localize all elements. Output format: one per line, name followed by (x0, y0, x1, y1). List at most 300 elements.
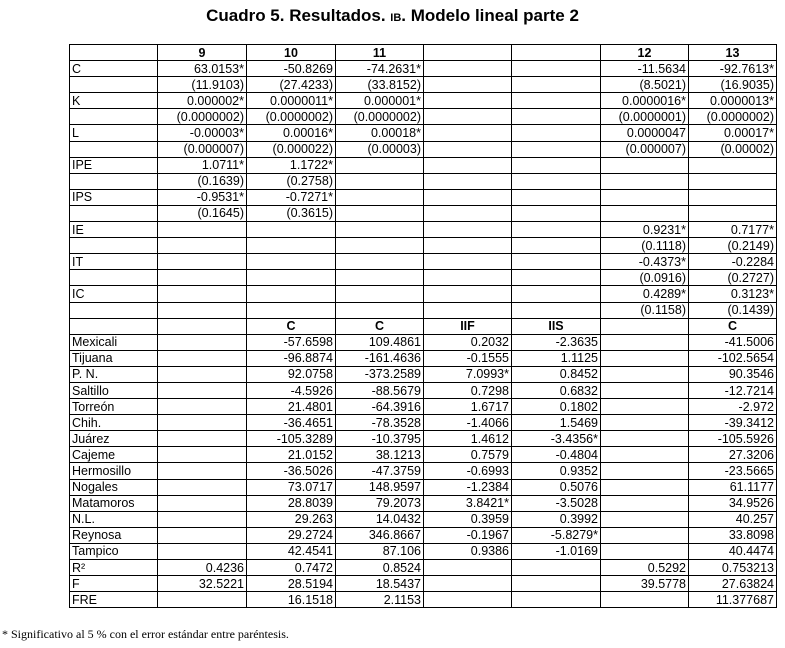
table-cell: (0.000007) (158, 141, 247, 157)
table-row (70, 399, 777, 415)
table-cell (601, 511, 689, 527)
table-cell (158, 495, 247, 511)
table-cell (424, 125, 512, 141)
table-cell: -4.5926 (247, 382, 336, 398)
table-cell: (0.00003) (336, 141, 424, 157)
table-cell (689, 173, 777, 189)
table-row (70, 93, 777, 109)
table-cell: -105.5926 (689, 431, 777, 447)
table-cell (247, 222, 336, 238)
table-cell: 1.4612 (424, 431, 512, 447)
table-cell (512, 592, 601, 608)
table-cell (424, 576, 512, 592)
table-cell (424, 157, 512, 173)
table-cell: -0.7271* (247, 189, 336, 205)
table-cell (424, 238, 512, 254)
column-header: C (689, 318, 777, 334)
table-cell (336, 205, 424, 221)
row-label (70, 238, 158, 254)
table-row (70, 415, 777, 431)
table-row (70, 109, 777, 125)
row-label: N.L. (70, 511, 158, 527)
footnote: * Significativo al 5 % con el error estándar entre paréntesis. (2, 627, 289, 641)
table-cell (158, 270, 247, 286)
table-cell (424, 302, 512, 318)
table-cell (601, 334, 689, 350)
table-cell: (0.0000002) (247, 109, 336, 125)
table-cell: 1.0711* (158, 157, 247, 173)
column-header: C (247, 318, 336, 334)
table-cell (601, 479, 689, 495)
row-label: Saltillo (70, 382, 158, 398)
row-label: Tampico (70, 543, 158, 559)
table-cell (247, 270, 336, 286)
table-cell (512, 302, 601, 318)
table-cell: -47.3759 (336, 463, 424, 479)
column-header: 10 (247, 45, 336, 61)
table-cell: -5.8279* (512, 527, 601, 543)
column-header: IIF (424, 318, 512, 334)
table-cell: -1.0169 (512, 543, 601, 559)
table-cell (158, 527, 247, 543)
table-cell (158, 222, 247, 238)
table-cell (424, 254, 512, 270)
table-cell (247, 286, 336, 302)
table-cell: 3.8421* (424, 495, 512, 511)
column-header: IIS (512, 318, 601, 334)
table-cell: 0.1802 (512, 399, 601, 415)
table-cell: -36.4651 (247, 415, 336, 431)
table-cell: 1.1125 (512, 350, 601, 366)
table-cell: (0.2149) (689, 238, 777, 254)
table-cell: -0.4804 (512, 447, 601, 463)
table-cell: (0.0916) (601, 270, 689, 286)
table-cell: 7.0993* (424, 366, 512, 382)
table-cell: -1.2384 (424, 479, 512, 495)
table-cell (336, 238, 424, 254)
table-row (70, 366, 777, 382)
table-cell (336, 157, 424, 173)
table-cell (158, 592, 247, 608)
table-cell: 87.106 (336, 543, 424, 559)
table-cell: 18.5437 (336, 576, 424, 592)
table-cell: (0.000022) (247, 141, 336, 157)
table-cell (512, 125, 601, 141)
table-cell: 0.000002* (158, 93, 247, 109)
table-cell (247, 302, 336, 318)
table-cell: -92.7613* (689, 61, 777, 77)
column-header (158, 318, 247, 334)
table-cell (158, 431, 247, 447)
table-cell: 33.8098 (689, 527, 777, 543)
table-cell (512, 286, 601, 302)
row-label (70, 77, 158, 93)
table-cell: 0.2032 (424, 334, 512, 350)
row-label: P. N. (70, 366, 158, 382)
table-cell: (0.000007) (601, 141, 689, 157)
table-cell: -0.1555 (424, 350, 512, 366)
table-cell: 0.3123* (689, 286, 777, 302)
table-row (70, 431, 777, 447)
row-label (70, 141, 158, 157)
table-cell: 61.1177 (689, 479, 777, 495)
table-cell: 32.5221 (158, 576, 247, 592)
table-cell: 38.1213 (336, 447, 424, 463)
table-cell (424, 173, 512, 189)
table-cell (336, 270, 424, 286)
table-cell (601, 592, 689, 608)
row-label (70, 302, 158, 318)
table-cell (601, 173, 689, 189)
table-cell (512, 141, 601, 157)
table-row (70, 173, 777, 189)
table-cell: (0.0000001) (601, 109, 689, 125)
table-cell: -0.9531* (158, 189, 247, 205)
table-cell: 0.9231* (601, 222, 689, 238)
table-cell: 40.257 (689, 511, 777, 527)
table-cell: 1.1722* (247, 157, 336, 173)
row-label: C (70, 61, 158, 77)
table-cell: -39.3412 (689, 415, 777, 431)
table-cell (158, 399, 247, 415)
row-label (70, 270, 158, 286)
table-row (70, 205, 777, 221)
column-header (512, 45, 601, 61)
table-cell (424, 205, 512, 221)
table-cell (601, 495, 689, 511)
table-cell: 0.0000047 (601, 125, 689, 141)
table-cell: 29.263 (247, 511, 336, 527)
table-cell: -88.5679 (336, 382, 424, 398)
title-main: Cuadro 5. Resultados. (206, 6, 386, 25)
table-cell: -50.8269 (247, 61, 336, 77)
table-cell: -74.2631* (336, 61, 424, 77)
table-cell: 0.3959 (424, 511, 512, 527)
table-cell (424, 222, 512, 238)
table-row (70, 302, 777, 318)
table-cell (601, 366, 689, 382)
row-label: Nogales (70, 479, 158, 495)
table-cell (512, 77, 601, 93)
row-label: Cajeme (70, 447, 158, 463)
table-cell (512, 61, 601, 77)
table-cell: -102.5654 (689, 350, 777, 366)
column-header: C (336, 318, 424, 334)
table-row (70, 511, 777, 527)
table-cell (158, 334, 247, 350)
row-label: IPS (70, 189, 158, 205)
table-cell: 27.63824 (689, 576, 777, 592)
row-label: R² (70, 560, 158, 576)
table-cell: -96.8874 (247, 350, 336, 366)
table-cell: 0.0000011* (247, 93, 336, 109)
table-cell: -0.1967 (424, 527, 512, 543)
table-cell (158, 286, 247, 302)
table-cell (424, 93, 512, 109)
table-cell (336, 189, 424, 205)
row-label: Hermosillo (70, 463, 158, 479)
table-cell: -64.3916 (336, 399, 424, 415)
table-row (70, 189, 777, 205)
row-label: IC (70, 286, 158, 302)
table-cell: -0.00003* (158, 125, 247, 141)
table-cell: 0.7579 (424, 447, 512, 463)
table-cell (601, 463, 689, 479)
table-cell: 14.0432 (336, 511, 424, 527)
table-row (70, 61, 777, 77)
table-cell: 29.2724 (247, 527, 336, 543)
row-label: Matamoros (70, 495, 158, 511)
table-cell: 40.4474 (689, 543, 777, 559)
table-cell: 42.4541 (247, 543, 336, 559)
table-cell: 92.0758 (247, 366, 336, 382)
table-cell (247, 254, 336, 270)
title-subscript: IB (390, 12, 402, 24)
table-cell: 11.377687 (689, 592, 777, 608)
table-cell: 0.00016* (247, 125, 336, 141)
table-cell: 2.1153 (336, 592, 424, 608)
table-cell (512, 222, 601, 238)
table-cell: 27.3206 (689, 447, 777, 463)
table-cell: (0.2758) (247, 173, 336, 189)
table-row (70, 238, 777, 254)
table-cell: 0.7298 (424, 382, 512, 398)
title-rest: . Modelo lineal parte 2 (401, 6, 579, 25)
table-cell: 0.3992 (512, 511, 601, 527)
table-cell (158, 302, 247, 318)
table-cell (424, 61, 512, 77)
table-row (70, 447, 777, 463)
row-label: IPE (70, 157, 158, 173)
row-label: Chih. (70, 415, 158, 431)
column-header: 9 (158, 45, 247, 61)
row-label: Juárez (70, 431, 158, 447)
table-cell: -105.3289 (247, 431, 336, 447)
table-cell: 21.4801 (247, 399, 336, 415)
table-cell: 346.8667 (336, 527, 424, 543)
table-cell: 0.00018* (336, 125, 424, 141)
table-row (70, 463, 777, 479)
table-cell: 0.0000016* (601, 93, 689, 109)
table-cell: (0.1439) (689, 302, 777, 318)
table-cell: 109.4861 (336, 334, 424, 350)
column-header (70, 45, 158, 61)
table-cell: 90.3546 (689, 366, 777, 382)
table-cell (601, 189, 689, 205)
table-row (70, 334, 777, 350)
table-cell: 0.5292 (601, 560, 689, 576)
results-table (69, 44, 777, 608)
table-cell: (33.8152) (336, 77, 424, 93)
table-cell: -2.3635 (512, 334, 601, 350)
table-cell: (16.9035) (689, 77, 777, 93)
row-label: FRE (70, 592, 158, 608)
table-row (70, 286, 777, 302)
table-cell (158, 511, 247, 527)
table-cell (158, 543, 247, 559)
table-title (0, 6, 785, 26)
column-header: 12 (601, 45, 689, 61)
table-cell: 0.0000013* (689, 93, 777, 109)
row-label: Tijuana (70, 350, 158, 366)
table-cell (158, 350, 247, 366)
table-cell (424, 270, 512, 286)
table-cell: 148.9597 (336, 479, 424, 495)
table-row (70, 560, 777, 576)
table-cell: (0.1158) (601, 302, 689, 318)
table-row (70, 543, 777, 559)
table-row (70, 77, 777, 93)
table-cell: (11.9103) (158, 77, 247, 93)
table-cell: 0.9386 (424, 543, 512, 559)
table-cell: 0.4289* (601, 286, 689, 302)
column-header (601, 318, 689, 334)
table-cell: -2.972 (689, 399, 777, 415)
table-cell: (0.0000002) (336, 109, 424, 125)
table-cell: 1.5469 (512, 415, 601, 431)
table-cell (336, 286, 424, 302)
table-cell (601, 527, 689, 543)
table-cell: 21.0152 (247, 447, 336, 463)
table-cell: 79.2073 (336, 495, 424, 511)
table-cell (336, 173, 424, 189)
column-header: 11 (336, 45, 424, 61)
table-cell (158, 447, 247, 463)
row-label: Mexicali (70, 334, 158, 350)
table-cell: 0.753213 (689, 560, 777, 576)
table-row (70, 350, 777, 366)
table-row (70, 157, 777, 173)
table-cell (601, 205, 689, 221)
row-label (70, 205, 158, 221)
column-header (70, 318, 158, 334)
table-cell (512, 93, 601, 109)
table-row (70, 479, 777, 495)
table-row (70, 382, 777, 398)
table-cell: 0.8452 (512, 366, 601, 382)
table-cell: 0.00017* (689, 125, 777, 141)
table-cell: -3.4356* (512, 431, 601, 447)
row-label: Torreón (70, 399, 158, 415)
table-cell: 0.000001* (336, 93, 424, 109)
row-label: Reynosa (70, 527, 158, 543)
row-label: K (70, 93, 158, 109)
table-cell: 73.0717 (247, 479, 336, 495)
table-row (70, 495, 777, 511)
table-cell (512, 205, 601, 221)
table-cell: -36.5026 (247, 463, 336, 479)
table-cell (689, 157, 777, 173)
table-cell: -57.6598 (247, 334, 336, 350)
table-cell: 0.7472 (247, 560, 336, 576)
table-cell (158, 254, 247, 270)
row-label: IT (70, 254, 158, 270)
table-cell (247, 238, 336, 254)
table-cell (158, 479, 247, 495)
table-cell: -11.5634 (601, 61, 689, 77)
table-cell (512, 238, 601, 254)
table-cell: -0.4373* (601, 254, 689, 270)
table-cell: (8.5021) (601, 77, 689, 93)
table-cell (601, 382, 689, 398)
table-cell (158, 382, 247, 398)
table-cell (601, 431, 689, 447)
table-cell (512, 576, 601, 592)
row-label (70, 109, 158, 125)
table-cell (424, 560, 512, 576)
table-cell: 0.7177* (689, 222, 777, 238)
table-row (70, 222, 777, 238)
table-cell (424, 109, 512, 125)
table-cell (601, 415, 689, 431)
table-cell: (0.1645) (158, 205, 247, 221)
table-cell: -161.4636 (336, 350, 424, 366)
table-cell: (0.00002) (689, 141, 777, 157)
table-cell (512, 254, 601, 270)
table-cell (158, 463, 247, 479)
column-header (424, 45, 512, 61)
table-cell (424, 592, 512, 608)
table-cell (424, 141, 512, 157)
header-row (70, 318, 777, 334)
table-cell: -0.2284 (689, 254, 777, 270)
table-cell (512, 157, 601, 173)
table-cell: (27.4233) (247, 77, 336, 93)
table-cell (601, 543, 689, 559)
table-cell (336, 222, 424, 238)
table-cell (424, 77, 512, 93)
table-row (70, 125, 777, 141)
table-cell (158, 238, 247, 254)
table-cell (689, 205, 777, 221)
table-cell (512, 270, 601, 286)
table-cell (424, 189, 512, 205)
header-row (70, 45, 777, 61)
table-cell: (0.1639) (158, 173, 247, 189)
table-cell: -373.2589 (336, 366, 424, 382)
table-row (70, 141, 777, 157)
table-cell: -3.5028 (512, 495, 601, 511)
row-label: L (70, 125, 158, 141)
table-cell: (0.0000002) (689, 109, 777, 125)
table-cell: 1.6717 (424, 399, 512, 415)
table-cell: -10.3795 (336, 431, 424, 447)
row-label: F (70, 576, 158, 592)
table-cell (336, 302, 424, 318)
table-cell (689, 189, 777, 205)
table-cell: -0.6993 (424, 463, 512, 479)
table-cell: 34.9526 (689, 495, 777, 511)
table-cell: 0.6832 (512, 382, 601, 398)
table-cell (424, 286, 512, 302)
row-label: IE (70, 222, 158, 238)
table-cell: 63.0153* (158, 61, 247, 77)
table-cell: (0.0000002) (158, 109, 247, 125)
table-cell: 28.8039 (247, 495, 336, 511)
table-row (70, 576, 777, 592)
table-cell: (0.3615) (247, 205, 336, 221)
table-cell: 28.5194 (247, 576, 336, 592)
table-cell: -1.4066 (424, 415, 512, 431)
table-cell: (0.2727) (689, 270, 777, 286)
table-cell (512, 560, 601, 576)
table-cell (512, 109, 601, 125)
table-cell: 0.8524 (336, 560, 424, 576)
table-cell (512, 189, 601, 205)
table-row (70, 254, 777, 270)
table-cell: -41.5006 (689, 334, 777, 350)
table-cell (336, 254, 424, 270)
